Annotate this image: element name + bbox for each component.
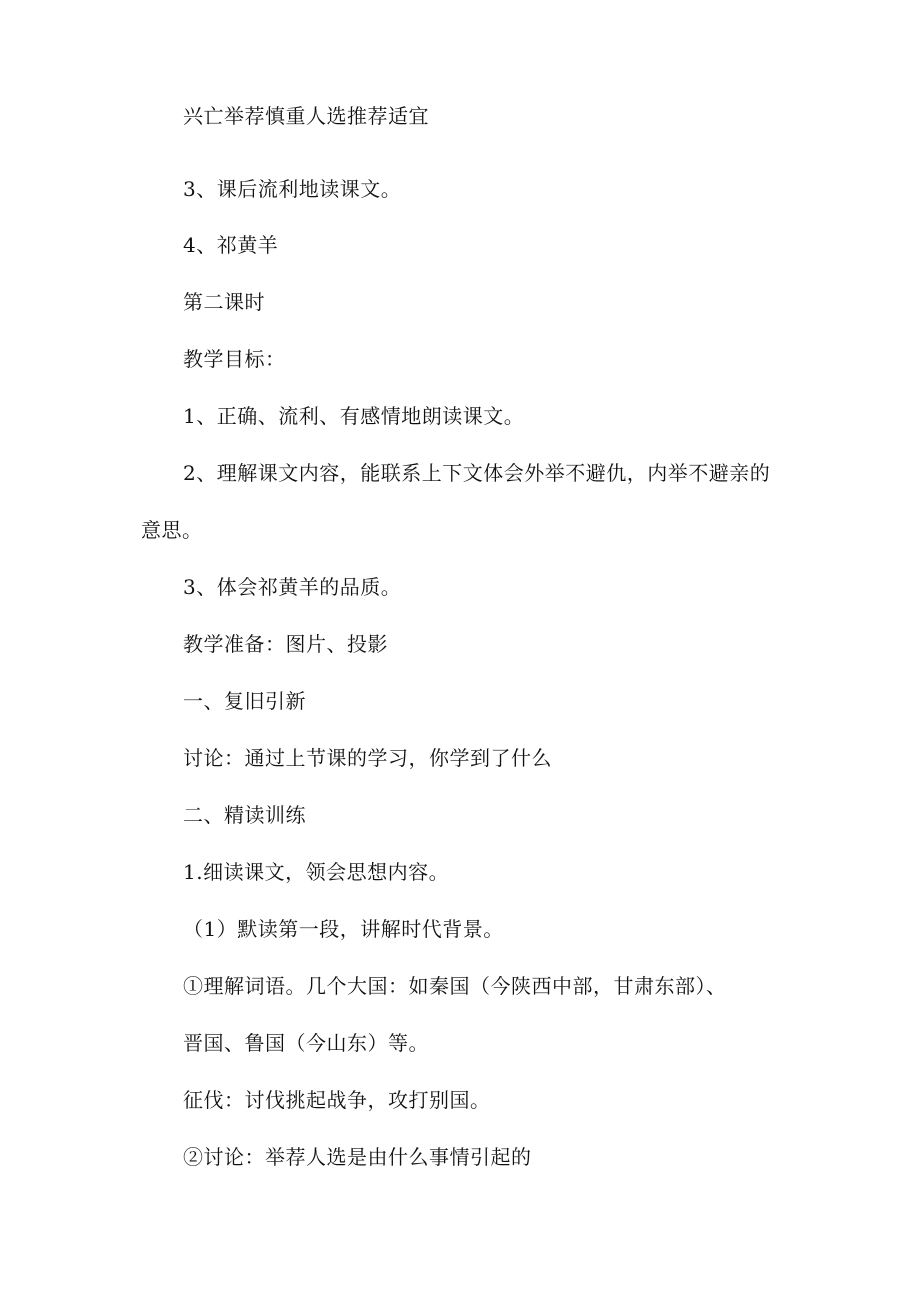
text-line: 教学目标： [183, 347, 286, 371]
section-heading: 二、精读训练 [183, 803, 306, 827]
text-line: ②讨论：举荐人选是由什么事情引起的 [183, 1145, 532, 1169]
text-line: 2、理解课文内容，能联系上下文体会外举不避仇，内举不避亲的 [183, 461, 771, 485]
section-heading: 一、复旧引新 [183, 689, 306, 713]
text-line: 1.细读课文，领会思想内容。 [183, 860, 450, 884]
section-heading: 第二课时 [183, 290, 265, 314]
text-line: （1）默读第一段，讲解时代背景。 [183, 917, 504, 941]
text-line: ①理解词语。几个大国：如秦国（今陕西中部，甘肃东部）、 [183, 974, 727, 998]
text-line: 3、体会祁黄羊的品质。 [183, 575, 402, 599]
text-line: 3、课后流利地读课文。 [183, 177, 402, 201]
text-line: 1、正确、流利、有感情地朗读课文。 [183, 404, 525, 428]
text-line: 晋国、鲁国（今山东）等。 [183, 1031, 429, 1055]
text-line: 兴亡举荐慎重人选推荐适宜 [183, 104, 429, 128]
text-line: 讨论：通过上节课的学习，你学到了什么 [183, 746, 552, 770]
text-line: 教学准备：图片、投影 [183, 632, 388, 656]
text-line: 意思。 [141, 518, 203, 542]
text-line: 征伐：讨伐挑起战争，攻打别国。 [183, 1088, 491, 1112]
text-line: 4、祁黄羊 [183, 233, 279, 257]
